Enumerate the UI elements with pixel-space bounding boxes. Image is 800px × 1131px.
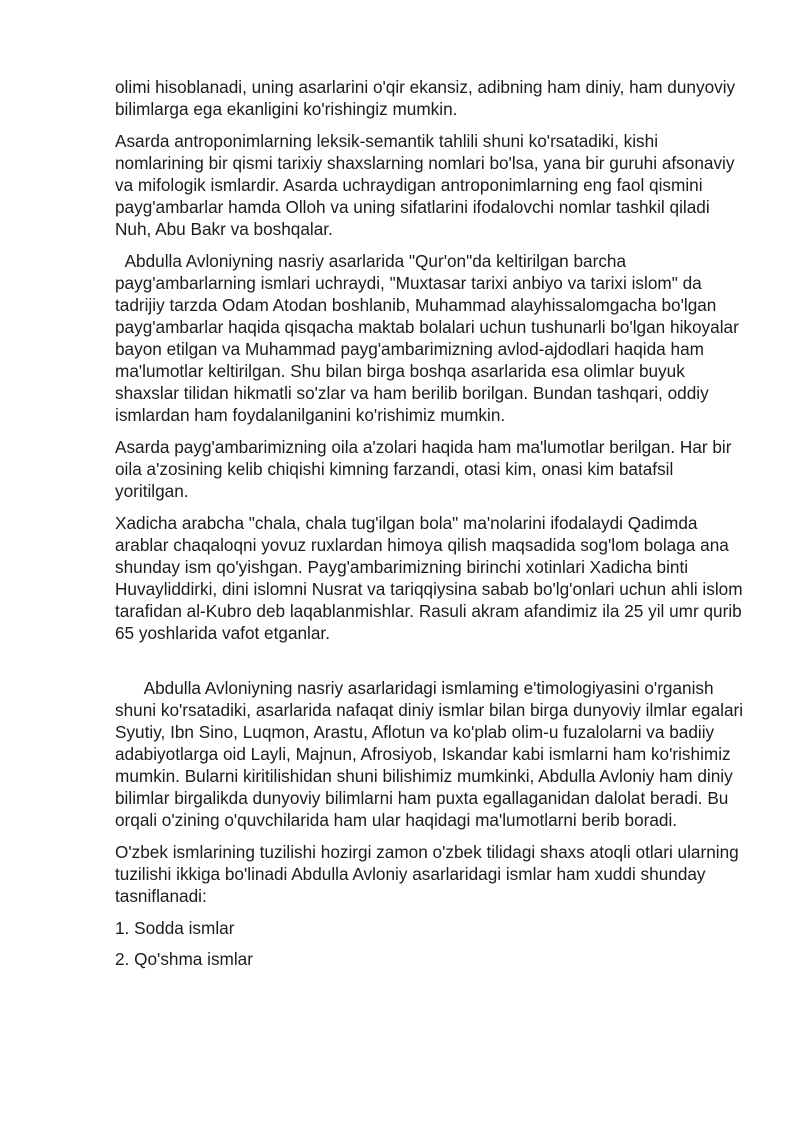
paragraph-3: Abdulla Avloniyning nasriy asarlarida "Qur'on"da keltirilgan barcha payg'ambarlarning ismlari uchraydi, "Muxtasar tarixi anbiyo va tarixi islom" da tadrijiy tarzda Odam Atodan boshlanib, Muhammad alayhissalomgacha bo'lgan payg'ambarlar haqida qisqacha maktab bolalari uchun tushunarli bo'lgan hikoyalar bayon etilgan va Muhammad payg'ambarimizning avlod-ajdodlari haqida ham ma'lumotlar keltirilgan. Shu bilan birga boshqa asarlarida esa olimlar buyuk shaxslar tilidan hikmatli so'zlar va ham berilib borilgan. Bundan tashqari, oddiy ismlardan ham foydalanilganini ko'rishimiz mumkin.	[115, 251, 744, 425]
list-item-1: 1. Sodda ismlar	[115, 918, 235, 938]
list-item-2: 2. Qo'shma ismlar	[115, 949, 253, 969]
paragraph-4: Asarda payg'ambarimizning oila a'zolari haqida ham ma'lumotlar berilgan. Har bir oila a'zosining kelib chiqishi kimning farzandi, otasi kim, onasi kim batafsil yoritilgan.	[115, 437, 737, 501]
document-page	[115, 76, 747, 979]
paragraph-2: Asarda antroponimlarning leksik-semantik tahlili shuni ko'rsatadiki, kishi nomlarining bir qismi tarixiy shaxslarning nomlari bo'lsa, yana bir guruhi afsonaviy va mifologik ismlardir. Asarda uchraydigan antroponimlarning eng faol qismini payg'ambarlar hamda Olloh va uning sifatlarini ifodalovchi nomlar tashkil qiladi Nuh, Abu Bakr va boshqalar.	[115, 131, 740, 239]
paragraph-7: O'zbek ismlarining tuzilishi hozirgi zamon o'zbek tilidagi shaxs atoqli otlari ularning tuzilishi ikkiga bo'linadi Abdulla Avloniy asarlaridagi ismlar ham xuddi shunday tasniflanadi:	[115, 842, 744, 906]
paragraph-6: Abdulla Avloniyning nasriy asarlaridagi ismlaming e'timologiyasini o'rganish shuni ko'rsatadiki, asarlarida nafaqat diniy ismlar bilan birga dunyoviy ilmlar egalari Syutiy, Ibn Sino, Luqmon, Arastu, Aflotun va ko'plab olim-u fuzalolarni va badiiy adabiyotlarga oid Layli, Majnun, Afrosiyob, Iskandar kabi ismlarni ham ko'rishimiz mumkin. Bularni kiritilishidan shuni bilishimiz mumkinki, Abdulla Avloniy ham diniy bilimlar birgalikda dunyoviy bilimlarni ham puxta egallaganidan dalolat beradi. Bu orqali o'zining o'quvchilarida ham ular haqidagi ma'lumotlarni berib boradi.	[115, 678, 748, 830]
paragraph-5: Xadicha arabcha "chala, chala tug'ilgan bola" ma'nolarini ifodalaydi Qadimda arablar chaqaloqni yovuz ruxlardan himoya qilish maqsadida sog'lom bolaga ana shunday ism qo'yishgan. Payg'ambarimizning birinchi xotinlari Xadicha binti Huvayliddirki, dini islomni Nusrat va tariqqiysina sabab bo'lg'onlari uchun ahli islom tarafidan al-Kubro deb laqablanmishlar. Rasuli akram afandimiz ila 25 yil umr qurib 65 yoshlarida vafot etganlar.	[115, 513, 748, 643]
paragraph-1: olimi hisoblanadi, uning asarlarini o'qir ekansiz, adibning ham diniy, ham dunyoviy bilimlarga ega ekanligini ko'rishingiz mumkin.	[115, 77, 740, 119]
